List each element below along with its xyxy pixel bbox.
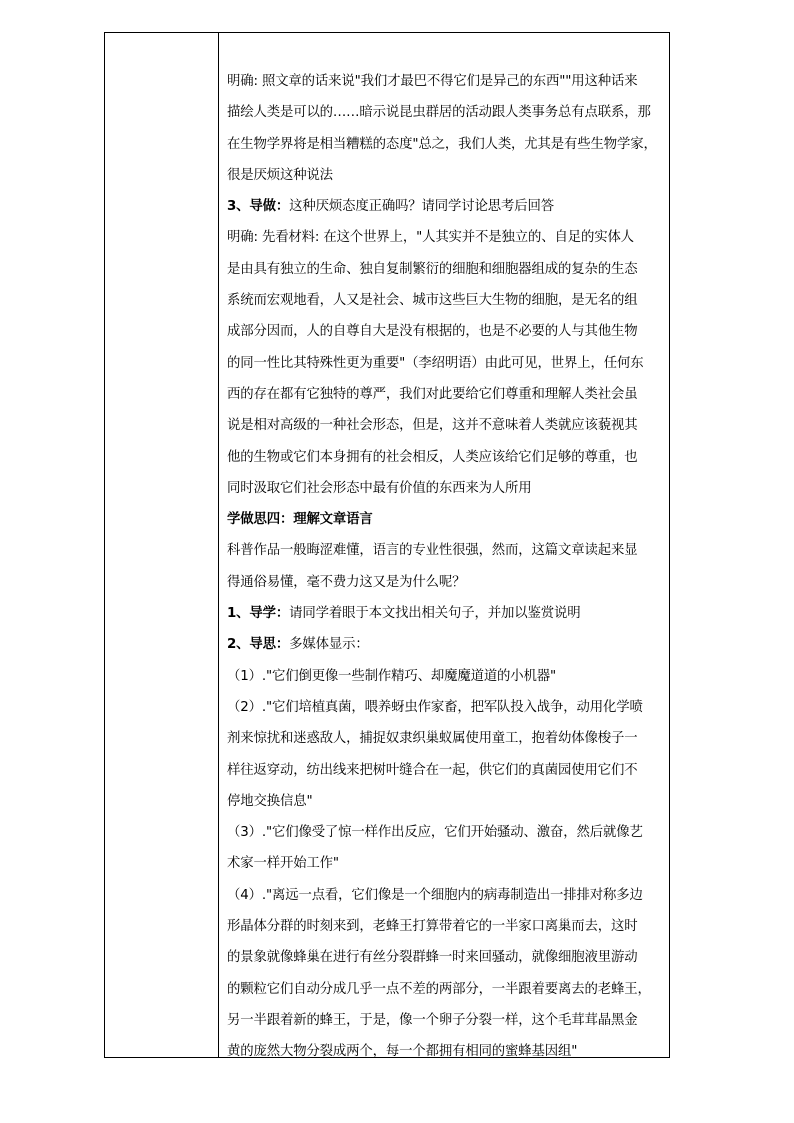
text-line: 的同一性比其特殊性更为重要"（李绍明语）由此可见，世界上，任何东 — [227, 355, 644, 371]
text-line: （2）."它们培植真菌，喂养蚜虫作家畜，把军队投入战争，动用化学喷 — [227, 699, 643, 715]
line-body: 请同学着眼于本文找出相关句子，并加以鉴赏说明 — [289, 606, 581, 622]
text-line — [227, 629, 665, 660]
text-line: 另一半跟着新的蜂王，于是，像一个卵子分裂一样，这个毛茸茸晶黑金 — [227, 1012, 638, 1028]
text-line: 西的存在都有它独特的尊严，我们对此要给它们尊重和理解人类社会虽 — [227, 386, 638, 402]
line-body: 多媒体显示： — [289, 637, 369, 653]
text-line: 说是相对高级的一种社会形态，但是，这并不意味着人类就应该藐视其 — [227, 418, 638, 434]
text-line: 很是厌烦这种说法 — [227, 167, 333, 183]
text-line: （1）."它们倒更像一些制作精巧、却魔魔道道的小机器" — [227, 668, 557, 684]
text-line: 描绘人类是可以的……暗示说昆虫群居的活动跟人类事务总有点联系，那 — [227, 105, 651, 121]
text-line: 的颗粒它们自动分成几乎一点不差的两部分，一半跟着要离去的老蜂王， — [227, 981, 651, 997]
text-line: 是由具有独立的生命、独自复制繁衍的细胞和细胞器组成的复杂的生态 — [227, 261, 638, 277]
table-left-cell — [105, 33, 219, 1057]
text-line: 成部分因而，人的自尊自大是没有根据的，也是不必要的人与其他生物 — [227, 324, 638, 340]
line-heading: 2、导思： — [227, 637, 290, 653]
text-line: 得通俗易懂，毫不费力这又是为什么呢？ — [227, 574, 466, 590]
line-heading: 3、导做： — [227, 199, 290, 215]
text-line: 系统而宏观地看，人又是社会、城市这些巨大生物的细胞，是无名的组 — [227, 293, 638, 309]
line-body: 这种厌烦态度正确吗？请同学讨论思考后回答 — [289, 199, 554, 215]
text-line — [227, 191, 665, 222]
text-line: 明确: 照文章的话来说"我们才最巴不得它们是异己的东西""用这种话来 — [227, 74, 638, 89]
text-line: 术家一样开始工作" — [227, 856, 339, 872]
text-line: 明确: 先看材料: 在这个世界上，"人其实并不是独立的、自足的实体人 — [227, 230, 634, 246]
text-line: 他的生物或它们本身拥有的社会相反，人类应该给它们足够的尊重，也 — [227, 449, 638, 465]
text-line: 停地交换信息" — [227, 793, 313, 809]
text-line: 学做思四：理解文章语言 — [227, 512, 373, 528]
text-line: 的景象就像蜂巢在进行有丝分裂群蜂一时来回骚动，就像细胞液里游动 — [227, 950, 638, 966]
text-line: （3）."它们像受了惊一样作出反应，它们开始骚动、激奋，然后就像艺 — [227, 825, 643, 841]
text-line: 同时汲取它们社会形态中最有价值的东西来为人所用 — [227, 480, 532, 496]
text-line: 样往返穿动，纺出线来把树叶缝合在一起，供它们的真菌园使用它们不 — [227, 762, 638, 778]
text-line — [227, 598, 665, 629]
text-line: 形晶体分群的时刻来到，老蜂王打算带着它的一半家口离巢而去，这时 — [227, 919, 638, 935]
text-line: 在生物学界将是相当糟糕的态度"总之，我们人类，尤其是有些生物学家， — [227, 136, 657, 152]
text-line: 科普作品一般晦涩难懂，语言的专业性很强，然而，这篇文章读起来显 — [227, 543, 638, 559]
content-table — [104, 32, 670, 1058]
text-line: 剂来惊扰和迷惑敌人，捕捉奴隶织巢蚁属使用童工，抱着幼体像梭子一 — [227, 731, 638, 747]
table-right-cell — [227, 66, 665, 1068]
line-heading: 1、导学： — [227, 606, 290, 622]
text-line: 黄的庞然大物分裂成两个，每一个都拥有相同的蜜蜂基因组" — [227, 1044, 578, 1060]
text-line: （4）."离远一点看，它们像是一个细胞内的病毒制造出一排排对称多边 — [227, 887, 643, 903]
